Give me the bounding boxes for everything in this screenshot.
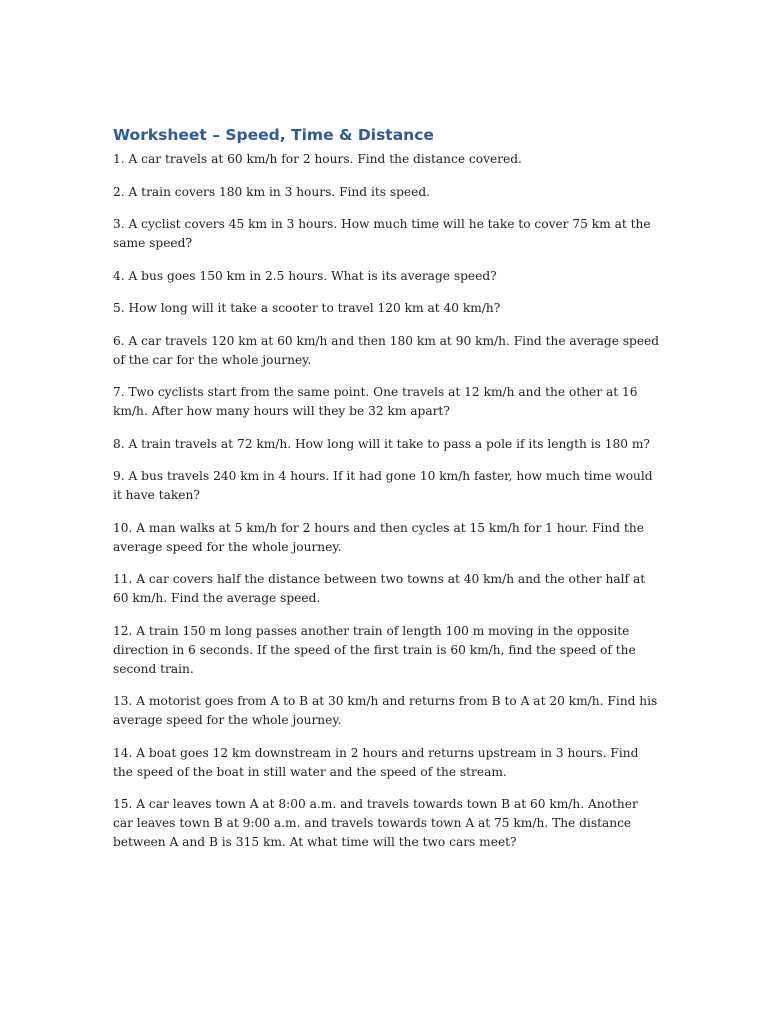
question-3: 3. A cyclist covers 45 km in 3 hours. How much time will he take to cover 75 km at the same speed?: [113, 217, 651, 250]
question-4: 4. A bus goes 150 km in 2.5 hours. What is its average speed?: [113, 268, 497, 283]
question-1: 1. A car travels at 60 km/h for 2 hours. Find the distance covered.: [113, 152, 522, 166]
question-2: 2. A train covers 180 km in 3 hours. Find its speed.: [113, 184, 431, 199]
worksheet-body: [113, 124, 661, 866]
worksheet-title: Worksheet – Speed, Time & Distance: [113, 126, 434, 144]
question-13: 13. A motorist goes from A to B at 30 km/h and returns from B to A at 20 km/h. Find his average speed for the whole journey.: [113, 694, 658, 727]
question-12: 12. A train 150 m long passes another train of length 100 m moving in the opposite direction in 6 seconds. If the speed of the first train is 60 km/h, find the speed of the second train.: [113, 623, 636, 676]
question-9: 9. A bus travels 240 km in 4 hours. If it had gone 10 km/h faster, how much time would it have taken?: [113, 469, 653, 502]
question-8: 8. A train travels at 72 km/h. How long will it take to pass a pole if its length is 180 m?: [113, 436, 650, 451]
question-11: 11. A car covers half the distance between two towns at 40 km/h and the other half at 60 km/h. Find the average speed.: [113, 572, 646, 605]
question-7: 7. Two cyclists start from the same point. One travels at 12 km/h and the other at 16 km/h. After how many hours will they be 32 km apart?: [113, 385, 638, 418]
question-14: 14. A boat goes 12 km downstream in 2 hours and returns upstream in 3 hours. Find the speed of the boat in still water and the speed of the stream.: [113, 745, 639, 779]
question-5: 5. How long will it take a scooter to travel 120 km at 40 km/h?: [113, 301, 501, 315]
question-10: 10. A man walks at 5 km/h for 2 hours and then cycles at 15 km/h for 1 hour. Find the average speed for the whole journey.: [113, 520, 644, 554]
question-15: 15. A car leaves town A at 8:00 a.m. and travels towards town B at 60 km/h. Another car leaves town B at 9:00 a.m. and travels towards town A at 75 km/h. The distance between A and B is 315 km. At what time will the two cars meet?: [113, 797, 638, 849]
question-6: 6. A car travels 120 km at 60 km/h and then 180 km at 90 km/h. Find the average speed of the car for the whole journey.: [113, 333, 660, 367]
